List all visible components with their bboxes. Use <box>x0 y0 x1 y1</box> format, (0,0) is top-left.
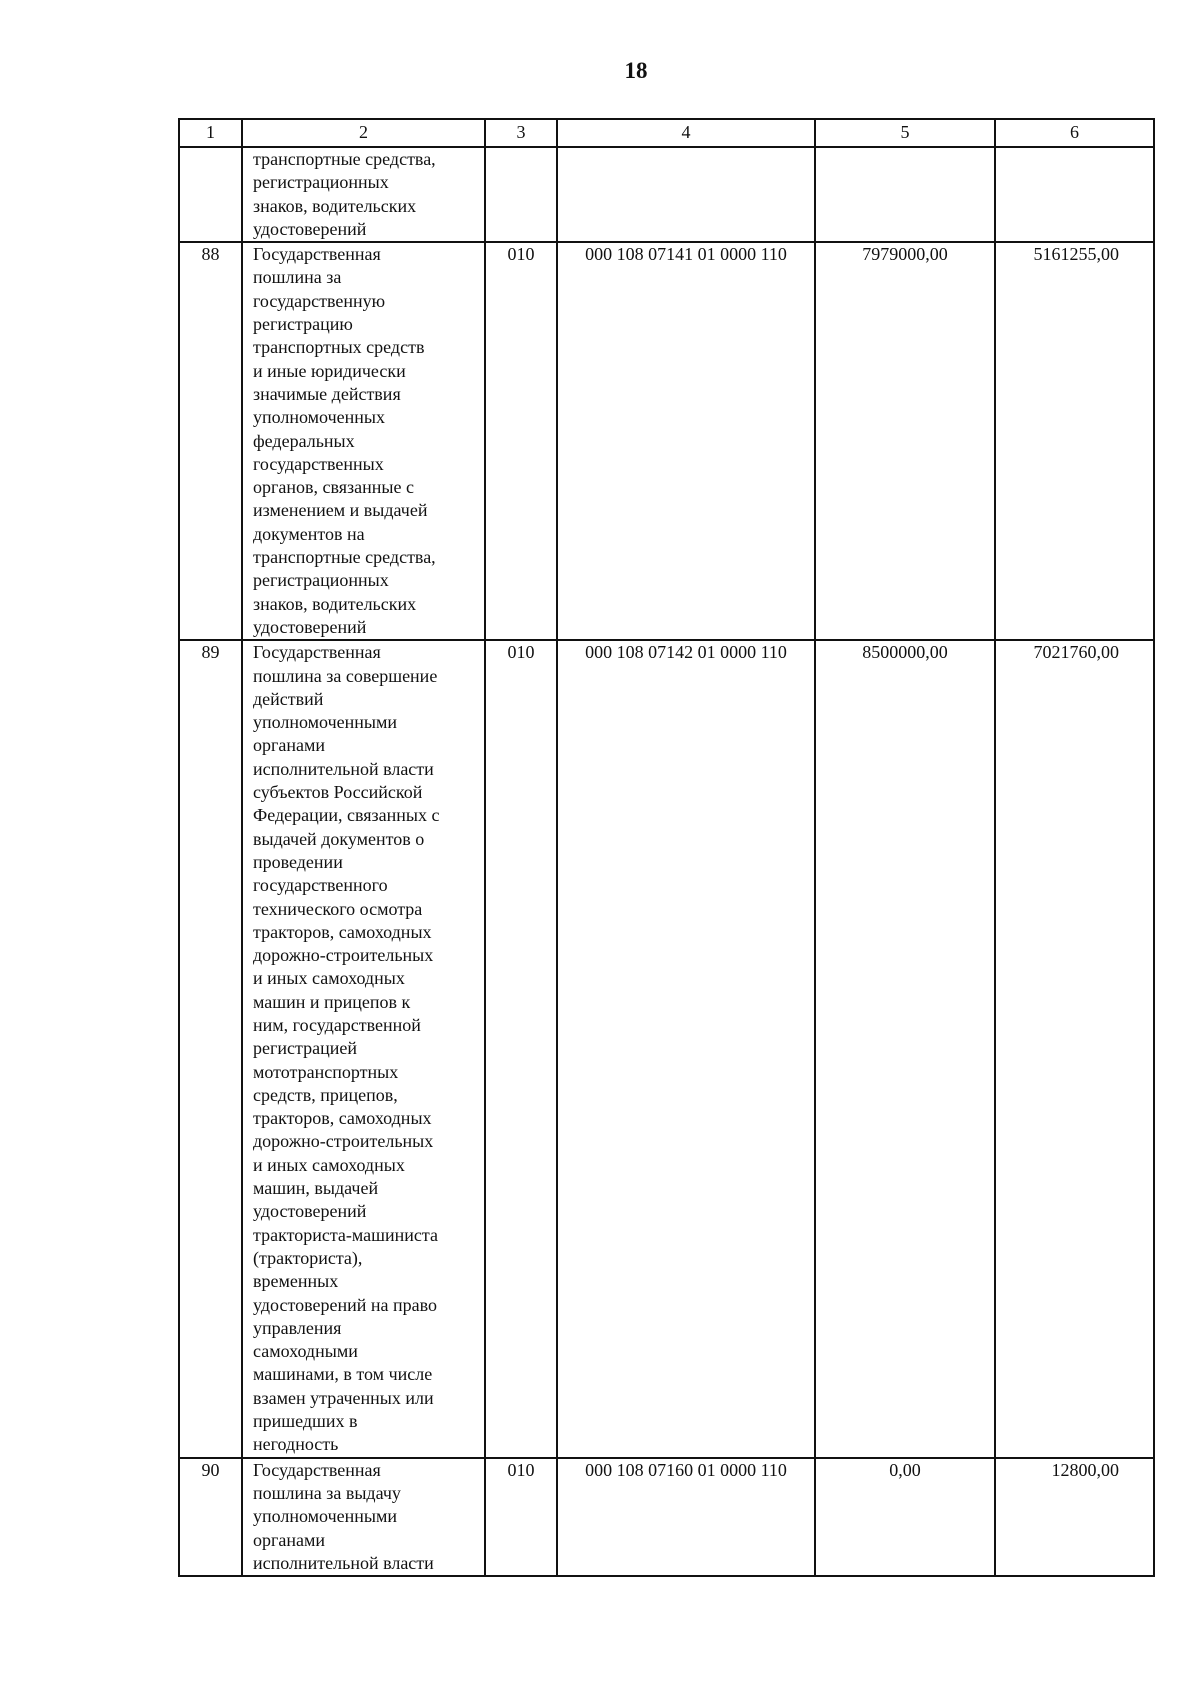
row-description <box>242 147 485 242</box>
row-planned-amount: 0,00 <box>815 1458 995 1576</box>
page-number: 18 <box>624 58 648 83</box>
row-budget-code <box>557 147 815 242</box>
description-line: регистрационных <box>253 172 389 193</box>
row-admin-code: 010 <box>485 640 557 1457</box>
description-line: органами <box>253 735 326 756</box>
description-line: дорожно-строительных <box>253 1131 434 1152</box>
table-row <box>179 242 1154 640</box>
description-line: средств, прицепов, <box>253 1084 398 1105</box>
table-row <box>179 1458 1154 1576</box>
row-number <box>179 147 242 242</box>
column-header-4: 4 <box>557 119 815 147</box>
description-line: управления <box>253 1317 342 1338</box>
description-line: государственную <box>253 290 386 311</box>
row-budget-code: 000 108 07160 01 0000 110 <box>557 1458 815 1576</box>
description-line: ним, государственной <box>253 1014 421 1035</box>
description-line: пришедших в <box>253 1411 358 1432</box>
description-line: удостоверений <box>253 616 367 637</box>
row-actual-amount: 5161255,00 <box>995 242 1154 640</box>
description-line: проведении <box>253 851 343 872</box>
row-actual-amount <box>995 147 1154 242</box>
description-line: уполномоченных <box>253 407 385 428</box>
description-line: Государственная <box>253 244 381 265</box>
revenue-table <box>178 118 1155 1577</box>
description-line: исполнительной власти <box>253 758 434 779</box>
description-line: органов, связанные с <box>253 477 414 498</box>
description-line: знаков, водительских <box>253 593 417 614</box>
column-header-1: 1 <box>179 119 242 147</box>
description-line: негодность <box>253 1434 339 1455</box>
description-line: уполномоченными <box>253 712 398 733</box>
description-line: Государственная <box>253 642 381 663</box>
table-header-row <box>179 119 1154 147</box>
description-line: государственного <box>253 875 388 896</box>
row-actual-amount: 12800,00 <box>995 1458 1154 1576</box>
description-line: взамен утраченных или <box>253 1387 434 1408</box>
description-line: машин и прицепов к <box>253 991 411 1012</box>
description-line: машинами, в том числе <box>253 1364 433 1385</box>
column-header-6: 6 <box>995 119 1154 147</box>
row-description <box>242 1458 485 1576</box>
row-number: 89 <box>179 640 242 1457</box>
description-line: транспортные средства, <box>253 547 436 568</box>
row-admin-code <box>485 147 557 242</box>
description-line: и иные юридически <box>253 360 406 381</box>
column-header-5: 5 <box>815 119 995 147</box>
row-number: 90 <box>179 1458 242 1576</box>
table-row <box>179 147 1154 242</box>
description-line: тракториста-машиниста <box>253 1224 438 1245</box>
description-line: дорожно-строительных <box>253 945 434 966</box>
description-line: субъектов Российской <box>253 782 423 803</box>
description-line: пошлина за <box>253 267 342 288</box>
description-line: органами <box>253 1529 326 1550</box>
table-body <box>179 147 1154 1576</box>
row-admin-code: 010 <box>485 242 557 640</box>
description-line: удостоверений на право <box>253 1294 437 1315</box>
description-line: удостоверений <box>253 218 367 239</box>
description-line: изменением и выдачей <box>253 500 428 521</box>
description-line: регистрацию <box>253 314 353 335</box>
description-line: тракторов, самоходных <box>253 921 432 942</box>
description-line: выдачей документов о <box>253 828 425 849</box>
row-description <box>242 242 485 640</box>
table-row <box>179 640 1154 1457</box>
description-line: государственных <box>253 453 384 474</box>
description-line: Федерации, связанных с <box>253 805 440 826</box>
description-line: технического осмотра <box>253 898 423 919</box>
description-line: значимые действия <box>253 383 401 404</box>
description-line: временных <box>253 1271 339 1292</box>
description-line: и иных самоходных <box>253 968 405 989</box>
row-planned-amount: 8500000,00 <box>815 640 995 1457</box>
column-header-3: 3 <box>485 119 557 147</box>
row-admin-code: 010 <box>485 1458 557 1576</box>
description-line: уполномоченными <box>253 1506 398 1527</box>
description-line: (тракториста), <box>253 1247 363 1268</box>
row-actual-amount: 7021760,00 <box>995 640 1154 1457</box>
description-line: пошлина за выдачу <box>253 1482 401 1503</box>
description-line: пошлина за совершение <box>253 665 438 686</box>
description-line: федеральных <box>253 430 355 451</box>
description-line: регистрацией <box>253 1038 357 1059</box>
row-budget-code: 000 108 07141 01 0000 110 <box>557 242 815 640</box>
description-line: документов на <box>253 523 365 544</box>
description-line: Государственная <box>253 1459 381 1480</box>
description-line: исполнительной власти <box>253 1552 434 1573</box>
row-planned-amount: 7979000,00 <box>815 242 995 640</box>
description-line: регистрационных <box>253 570 389 591</box>
description-line: транспортных средств <box>253 337 425 358</box>
row-description <box>242 640 485 1457</box>
description-line: действий <box>253 688 324 709</box>
description-line: тракторов, самоходных <box>253 1108 432 1129</box>
description-line: самоходными <box>253 1341 358 1362</box>
row-planned-amount <box>815 147 995 242</box>
description-line: знаков, водительских <box>253 195 417 216</box>
row-budget-code: 000 108 07142 01 0000 110 <box>557 640 815 1457</box>
row-number: 88 <box>179 242 242 640</box>
description-line: машин, выдачей <box>253 1178 379 1199</box>
column-header-2: 2 <box>242 119 485 147</box>
description-line: транспортные средства, <box>253 149 436 169</box>
description-line: удостоверений <box>253 1201 367 1222</box>
description-line: мототранспортных <box>253 1061 399 1082</box>
description-line: и иных самоходных <box>253 1154 405 1175</box>
